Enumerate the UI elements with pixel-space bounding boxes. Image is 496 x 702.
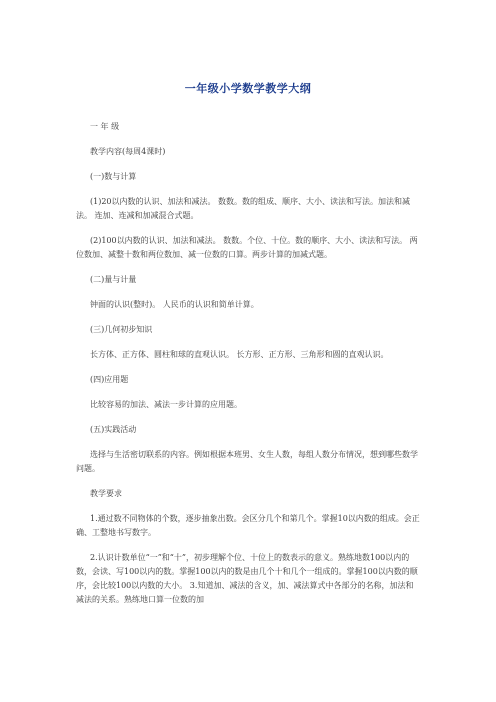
grade-heading: 一 年 级 [90,122,120,131]
section-heading-numbers: (一)数与计算 [90,172,137,181]
teaching-content-heading: 教学内容(每周4课时) [90,147,166,156]
paragraph-word-problems: 比较容易的加法、减法一步计算的应用题。 [90,400,242,409]
paragraph-practice: 选择与生活密切联系的内容。例如根据本班男、女生人数，每组人数分布情况，想到哪些数学问题。 [76,450,418,473]
section-heading-word-problems: (四)应用题 [90,375,129,384]
teaching-requirements-heading: 教学要求 [90,489,122,498]
section-heading-practice: (五)实践活动 [90,425,137,434]
section-heading-geometry: (三)几何初步知识 [90,325,153,334]
document-body [76,120,421,618]
document-title: 一年级小学数学教学大纲 [184,82,312,95]
paragraph-clock-money: 钟面的认识(整时)。 人民币的认识和简单计算。 [90,300,259,309]
requirement-1: 1.通过数不同物体的个数，逐步抽象出数。会区分几个和第几个。掌握10以内数的组成。会正确、工整地书写数字。 [76,514,420,537]
requirement-2-3: 2.认识计数单位“一”和“十”，初步理解个位、十位上的数表示的意义。熟练地数100以内的数，会读、写100以内的数。掌握100以内的数是由几个十和几个一组成的。掌握100以内数的顺序，会比较100以内数的大小。 3.知道加、减法的含义，加、减法算式中各部分的名称，加法和减法的关系。熟练地口算一位数的加 [76,553,418,604]
section-heading-measurement: (二)量与计量 [90,275,137,284]
paragraph-within-100: (2)100以内数的认识、加法和减法。 数数。个位、十位。数的顺序、大小、读法和写法。 两位数加、减整十数和两位数加、减一位数的口算。两步计算的加减式题。 [76,236,418,259]
paragraph-shapes: 长方体、正方体、圆柱和球的直观认识。 长方形、正方形、三角形和圆的直观认识。 [90,350,389,359]
paragraph-within-20: (1)20以内数的认识、加法和减法。 数数。数的组成、顺序、大小、读法和写法。加法和减法。 连加、连减和加减混合式题。 [76,197,411,220]
